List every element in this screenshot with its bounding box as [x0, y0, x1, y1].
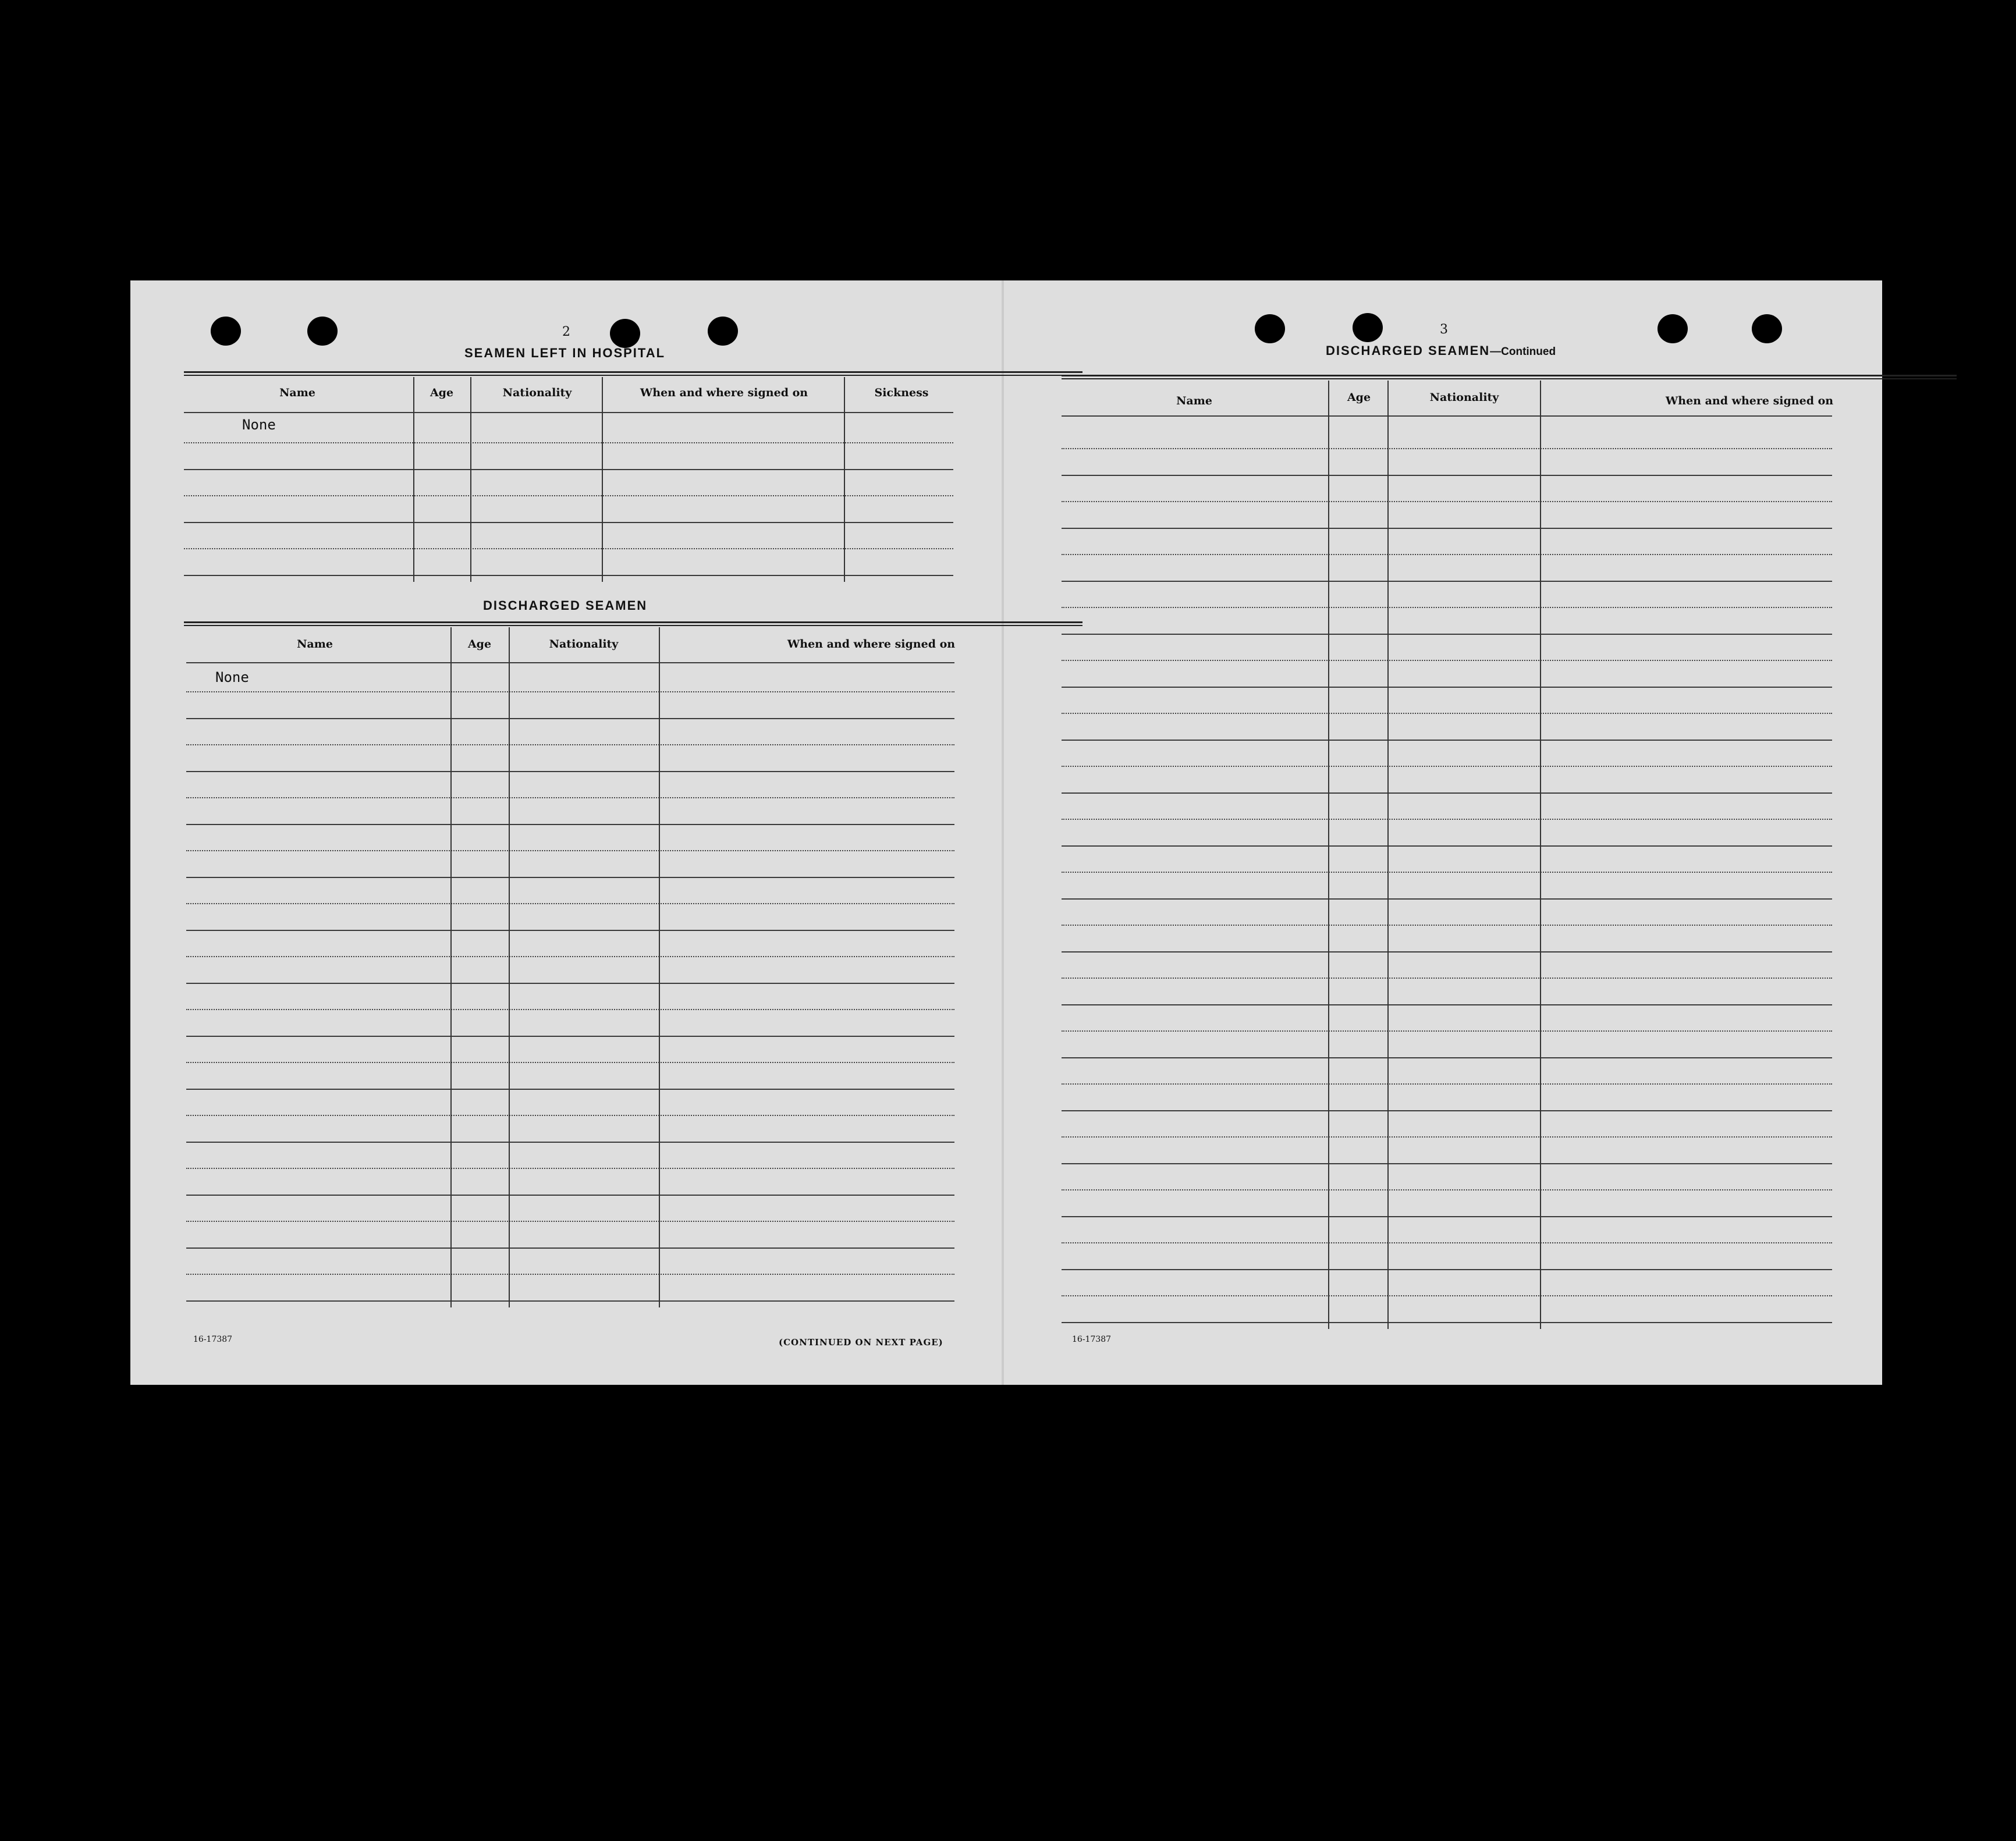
right-table-top-rule	[1062, 375, 1957, 379]
discharged-section-title: DISCHARGED SEAMEN	[483, 598, 648, 613]
row-rule	[1062, 740, 1832, 741]
punch-hole	[1657, 314, 1688, 343]
row-rule	[186, 1248, 954, 1249]
column-rule	[1540, 381, 1541, 1329]
punch-hole	[1255, 314, 1285, 343]
row-rule	[1062, 1295, 1832, 1296]
row-rule	[186, 1274, 954, 1275]
row-rule	[1062, 1216, 1832, 1217]
row-rule	[186, 1142, 954, 1143]
row-rule	[186, 903, 954, 904]
discharged-col-age: Age	[467, 638, 492, 651]
discharged-col-name: Name	[297, 638, 333, 651]
row-rule	[1062, 687, 1832, 688]
row-rule	[1062, 1163, 1832, 1164]
row-rule	[1062, 819, 1832, 820]
row-rule	[1062, 713, 1832, 714]
hospital-col-sickness: Sickness	[874, 386, 929, 399]
column-rule	[413, 377, 414, 582]
row-rule	[186, 850, 954, 851]
row-rule	[184, 548, 953, 549]
row-rule	[1062, 845, 1832, 847]
discharged-col-nationality: Nationality	[549, 638, 619, 651]
row-rule	[184, 522, 953, 523]
row-rule	[184, 469, 953, 470]
hospital-table-top-rule	[184, 371, 1082, 376]
row-rule	[1062, 660, 1832, 661]
punch-hole	[708, 317, 738, 346]
row-rule	[1062, 1189, 1832, 1190]
discharged-table-top-rule	[184, 621, 1082, 626]
ledger-sheet	[130, 280, 1882, 1385]
row-rule	[1062, 951, 1832, 953]
right-col-name: Name	[1176, 394, 1212, 407]
row-rule	[1062, 1004, 1832, 1005]
column-rule	[844, 377, 845, 582]
row-rule	[1062, 1030, 1832, 1032]
header-rule	[1062, 415, 1832, 417]
row-rule	[1062, 581, 1832, 582]
header-rule	[184, 412, 953, 413]
column-rule	[1328, 381, 1329, 1329]
row-rule	[186, 1300, 954, 1302]
column-rule	[602, 377, 603, 582]
row-rule	[186, 718, 954, 719]
row-rule	[186, 877, 954, 878]
row-rule	[1062, 607, 1832, 608]
row-rule	[186, 1221, 954, 1222]
right-title-main: DISCHARGED SEAMEN	[1326, 343, 1490, 358]
row-rule	[1062, 501, 1832, 502]
row-rule	[1062, 1136, 1832, 1138]
row-rule	[186, 691, 954, 692]
hospital-col-name: Name	[279, 386, 315, 399]
row-rule	[1062, 766, 1832, 767]
row-rule	[186, 956, 954, 957]
continued-note: (CONTINUED ON NEXT PAGE)	[779, 1337, 943, 1348]
hospital-col-age: Age	[430, 386, 454, 399]
row-rule	[186, 1009, 954, 1010]
column-rule	[450, 627, 452, 1307]
row-rule	[186, 1115, 954, 1116]
row-rule	[186, 930, 954, 931]
right-section-title	[1326, 343, 1556, 358]
row-rule	[186, 1062, 954, 1063]
row-rule	[1062, 898, 1832, 900]
page-number-right: 3	[1440, 322, 1448, 337]
discharged-entry-none: None	[215, 669, 249, 685]
row-rule	[186, 771, 954, 772]
row-rule	[186, 1036, 954, 1037]
discharged-col-signed-on: When and where signed on	[787, 638, 956, 651]
row-rule	[1062, 1242, 1832, 1243]
row-rule	[1062, 1110, 1832, 1111]
row-rule	[1062, 634, 1832, 635]
row-rule	[186, 1195, 954, 1196]
row-rule	[186, 1168, 954, 1169]
form-number-right: 16-17387	[1072, 1335, 1112, 1344]
header-rule	[186, 662, 954, 663]
right-col-nationality: Nationality	[1429, 391, 1499, 404]
row-rule	[186, 744, 954, 745]
center-fold	[1002, 280, 1004, 1385]
row-rule	[1062, 925, 1832, 926]
hospital-section-title: SEAMEN LEFT IN HOSPITAL	[464, 346, 666, 360]
row-rule	[184, 495, 953, 496]
punch-hole	[1353, 313, 1383, 342]
right-col-signed-on: When and where signed on	[1665, 394, 1834, 407]
right-col-age: Age	[1347, 391, 1371, 404]
page-number-left: 2	[562, 325, 570, 339]
row-rule	[1062, 792, 1832, 794]
form-number-left: 16-17387	[193, 1335, 233, 1344]
punch-hole	[307, 317, 338, 346]
column-rule	[470, 377, 471, 582]
hospital-entry-none: None	[242, 417, 276, 433]
row-rule	[184, 442, 953, 443]
row-rule	[184, 575, 953, 576]
row-rule	[186, 983, 954, 984]
column-rule	[1387, 381, 1389, 1329]
row-rule	[186, 824, 954, 825]
row-rule	[1062, 1057, 1832, 1058]
row-rule	[1062, 475, 1832, 476]
row-rule	[1062, 528, 1832, 529]
row-rule	[1062, 1083, 1832, 1085]
punch-hole	[610, 319, 640, 348]
column-rule	[659, 627, 660, 1307]
hospital-col-nationality: Nationality	[502, 386, 572, 399]
row-rule	[1062, 1322, 1832, 1323]
punch-hole	[1752, 314, 1782, 343]
right-title-suffix: —Continued	[1490, 346, 1556, 358]
row-rule	[1062, 978, 1832, 979]
column-rule	[509, 627, 510, 1307]
row-rule	[186, 1089, 954, 1090]
row-rule	[1062, 448, 1832, 449]
row-rule	[1062, 872, 1832, 873]
row-rule	[1062, 554, 1832, 555]
row-rule	[186, 797, 954, 798]
punch-hole	[211, 317, 241, 346]
row-rule	[1062, 1269, 1832, 1270]
hospital-col-signed-on: When and where signed on	[640, 386, 808, 399]
